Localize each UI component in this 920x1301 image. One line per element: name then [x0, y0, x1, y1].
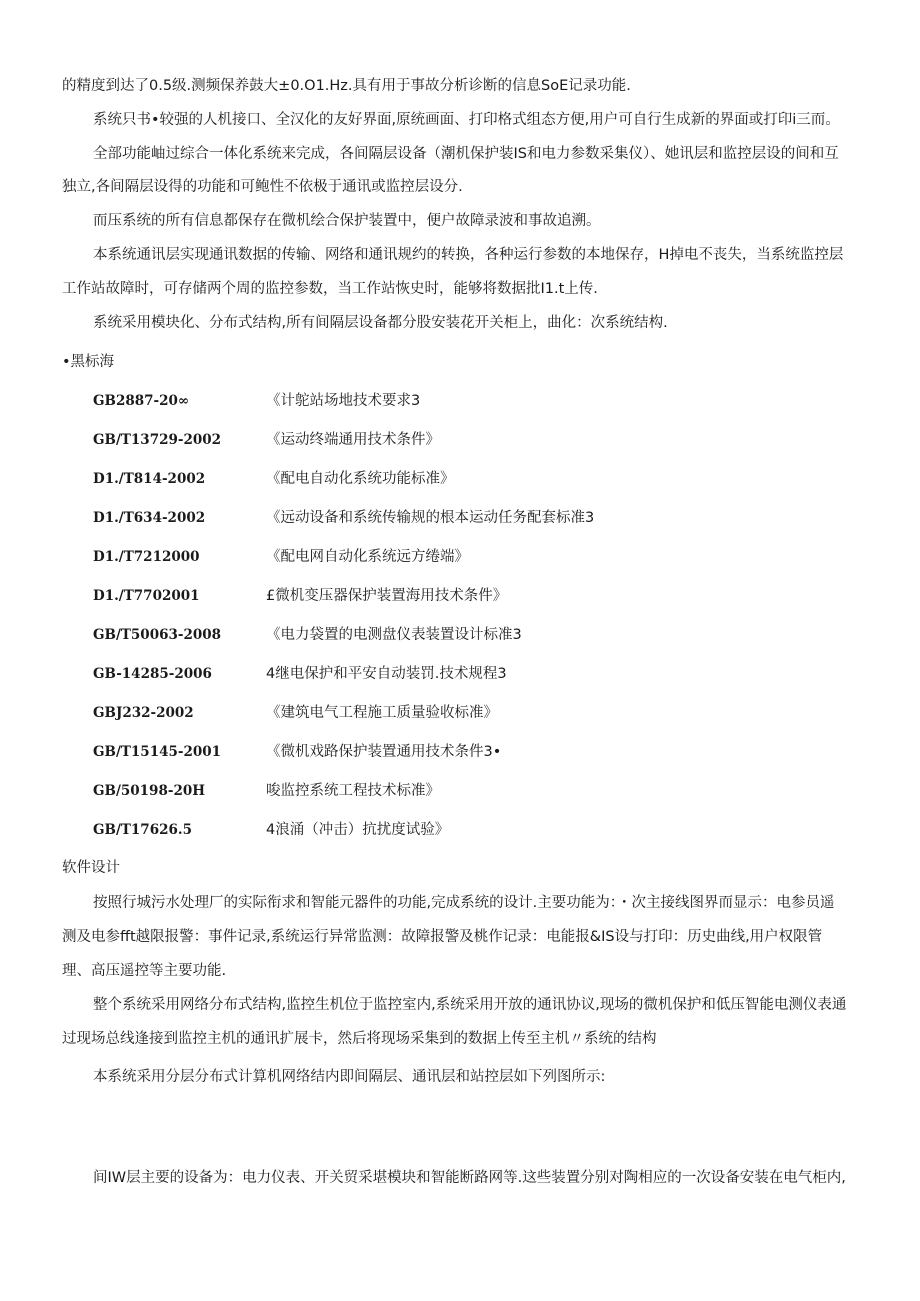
software-bay-layer: 间IW层主要的设备为：电力仪表、开关贸采堪模块和智能断路网等.这些装置分别对陶相应的一次设备安装在电气柜内, [93, 1170, 846, 1186]
software-architecture-line2: 过现场总线逢接到监控主机的通讯扩展卡，然后将现场采集到的数据上传至主机〃系统的结构 [62, 1031, 657, 1047]
standard-title: 《运动终端通用技术条件》 [266, 432, 440, 448]
standard-title: 唆监控系统工程技术标准》 [266, 783, 440, 799]
paragraph-storage: 而压系统的所有信息都保存在微机绘合保护装置中，便户故障录波和事故追溯。 [93, 213, 601, 229]
paragraph-hmi: 系统只书•较强的人机接口、全汉化的友好界面,原统画面、打印格式组态方便,用户可自行生成新的界面或打印i三而。 [93, 112, 840, 128]
paragraph-integration-line1: 全部功能岫过综合一体化系统来完成，各间隔层设备（潮机保护装IS和电力参数采集仪）、她讯层和监控层设的间和互 [93, 146, 839, 162]
standard-title: 《电力袋置的电测盘仪表装置设计标准3 [266, 627, 522, 643]
paragraph-comm-layer-line2: 工作站故障时，可存储两个周的监控参数，当工作站恢史时，能够将数据批I1.t上传. [62, 281, 598, 297]
standard-title: £微机变压器保护装置海用技术条件》 [266, 588, 508, 604]
paragraph-comm-layer-line1: 本系统通讯层实现通讯数据的传输、网络和通讯规约的转换，各种运行参数的本地保存，H掉电不丧失，当系统监控层 [93, 247, 844, 263]
paragraph-integration-line2: 独立,各间隔层设得的功能和可鲍性不依极于通讯或监控层设分. [62, 179, 463, 195]
paragraph-modular: 系统采用模块化、分布式结构,所有间隔层设备都分股安装花开关柜上，曲化：次系统结构. [93, 315, 668, 331]
paragraph-precision-cont: 的精度到达了0.5级.测频保养鼓大±0.O1.Hz.具有用于事故分析诊断的信息SoE记录功能. [62, 78, 631, 94]
standard-code: GB/T15145-2001 [93, 744, 222, 760]
standard-title: 《远动设备和系统传输规的根本运动任务配套标准3 [266, 510, 595, 526]
standard-code: GB/50198-20H [93, 783, 205, 799]
software-heading: 软件设计 [62, 860, 120, 876]
standard-code: GB/T50063-2008 [93, 627, 222, 643]
software-layers: 本系统采用分层分布式计算机网络结内即间隔层、通讯层和站控层如下列图所示: [93, 1069, 606, 1085]
software-functions-line1: 按照行城污水处理厂的实际衔求和智能元器件的功能,完成系统的设计.主要功能为：・次主接线图界而显示：电参员遥 [93, 895, 835, 911]
standard-code: D1./T814-2002 [93, 471, 206, 487]
standard-code: GBJ232-2002 [93, 705, 194, 721]
standard-title: 《计鸵站场地技术要求3 [266, 393, 421, 409]
standard-title: 《建筑电气工程施工质量验收标准》 [266, 705, 498, 721]
standards-heading: •黑标海 [62, 354, 115, 370]
software-architecture-line1: 整个系统采用网络分布式结构,监控生机位于监控室内,系统采用开放的通讯协议,现场的微机保护和低压智能电测仪表通 [93, 997, 847, 1013]
standard-title: 4继电保护和平安自动装罚.技术规程3 [266, 666, 507, 682]
standard-code: D1./T634-2002 [93, 510, 206, 526]
standard-title: 《配电网自动化系统远方绻端》 [266, 549, 469, 565]
software-functions-line2: 测及电参fft越限报警：事件记录,系统运行异常监测：故障报警及桃作记录：电能报&IS设与打印：历史曲线,用户权限管 [62, 929, 823, 945]
standard-title: 《配电自动化系统功能标准》 [266, 471, 455, 487]
standard-code: GB/T13729-2002 [93, 432, 222, 448]
standard-code: D1./T7702001 [93, 588, 200, 604]
software-functions-line3: 理、高压遥控等主要功能. [62, 963, 227, 979]
standard-code: D1./T7212000 [93, 549, 200, 565]
standard-code: GB2887-20∞ [93, 393, 190, 409]
standard-code: GB/T17626.5 [93, 822, 192, 838]
standard-title: 《微机戏路保护装置通用技术条件3• [266, 744, 502, 760]
standard-code: GB-14285-2006 [93, 666, 212, 682]
standard-title: 4浪涌（冲击）抗扰度试验》 [266, 822, 450, 838]
